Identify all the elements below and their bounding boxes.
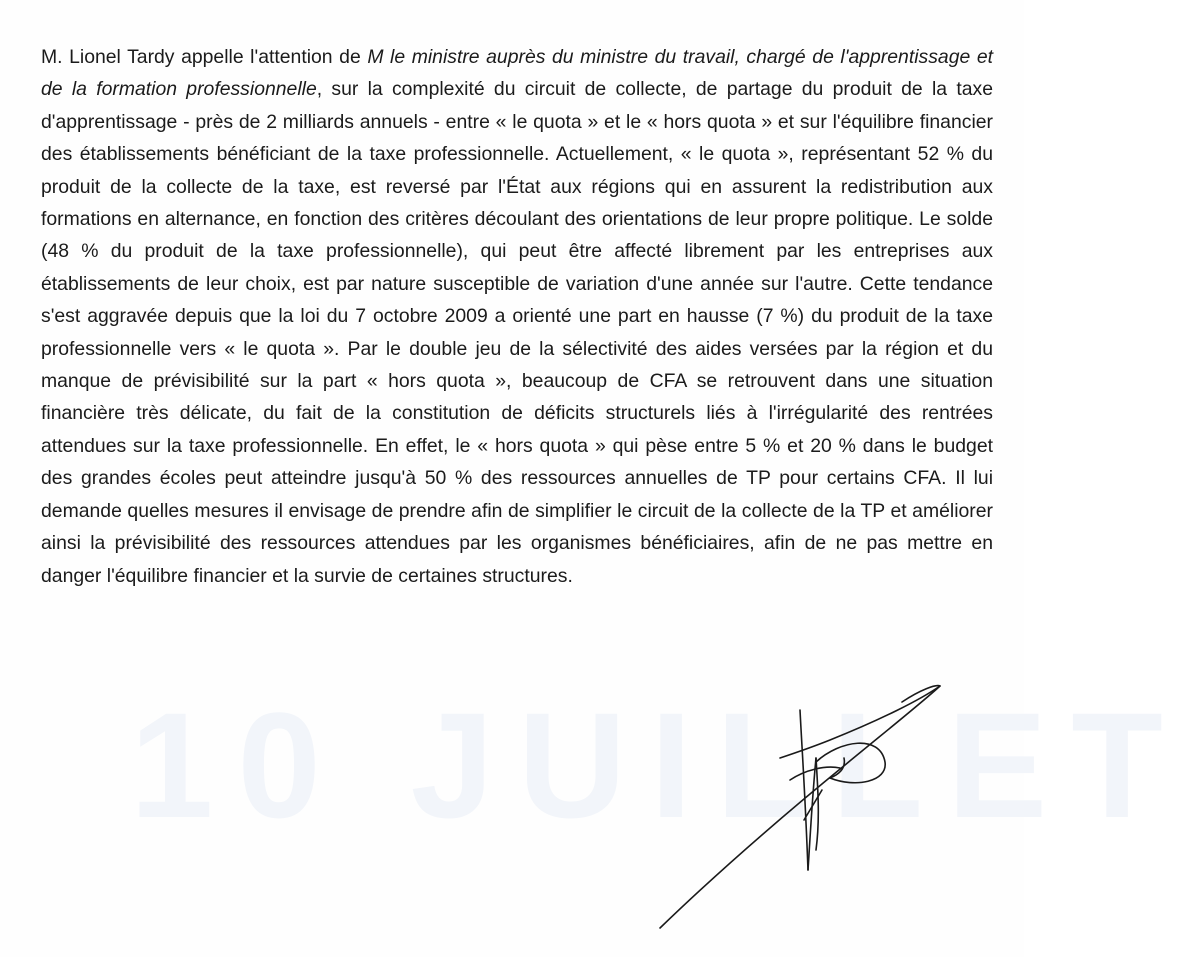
question-text [41,41,993,592]
minister-title: M le ministre auprès du ministre du travail, chargé de l'apprentissage et de la formation professionnelle [41,46,994,101]
signature-icon [640,670,970,940]
question-intro: M. Lionel Tardy appelle l'attention de [41,46,368,68]
question-paragraph [41,41,993,592]
question-body: , sur la complexité du circuit de collecte, de partage du produit de la taxe d'apprentissage - près de 2 milliards annuels - entre « le quota » et le « hors quota » et sur l'équilibre financier des établissements bénéficiant de la taxe professionnelle. Actuellement, « le quota », représentant 52 % du produit de la collecte de la taxe, est reversé par l'État aux régions qui en assurent la redistribution aux formations en alternance, en fonction des critères découlant des orientations de leur propre politique. Le solde (48 % du produit de la taxe professionnelle), qui peut être affecté librement par les entreprises aux établissements de leur choix, est par nature susceptible de variation d'une année sur l'autre. Cette tendance s'est aggravée depuis que la loi du 7 octobre 2009 a orienté une part en hausse (7 %) du produit de la taxe professionnelle vers « le quota ». Par le double jeu de la sélectivité des aides versées par la région et du manque de prévisibilité sur la part « hors quota », beaucoup de CFA se retrouvent dans une situation financière très délicate, du fait de la constitution de déficits structurels liés à l'irrégularité des rentrées attendues sur la taxe professionnelle. En effet, le « hors quota » qui pèse entre 5 % et 20 % dans le budget des grandes écoles peut atteindre jusqu'à 50 % des ressources annuelles de TP pour certains CFA. Il lui demande quelles mesures il envisage de prendre afin de simplifier le circuit de la collecte de la TP et améliorer ainsi la prévisibilité des ressources attendues par les organismes bénéficiaires, afin de ne pas mettre en danger l'équilibre financier et la survie de certaines structures. [41,78,993,587]
date-stamp-watermark: 10 JUILLET [130,681,1187,849]
